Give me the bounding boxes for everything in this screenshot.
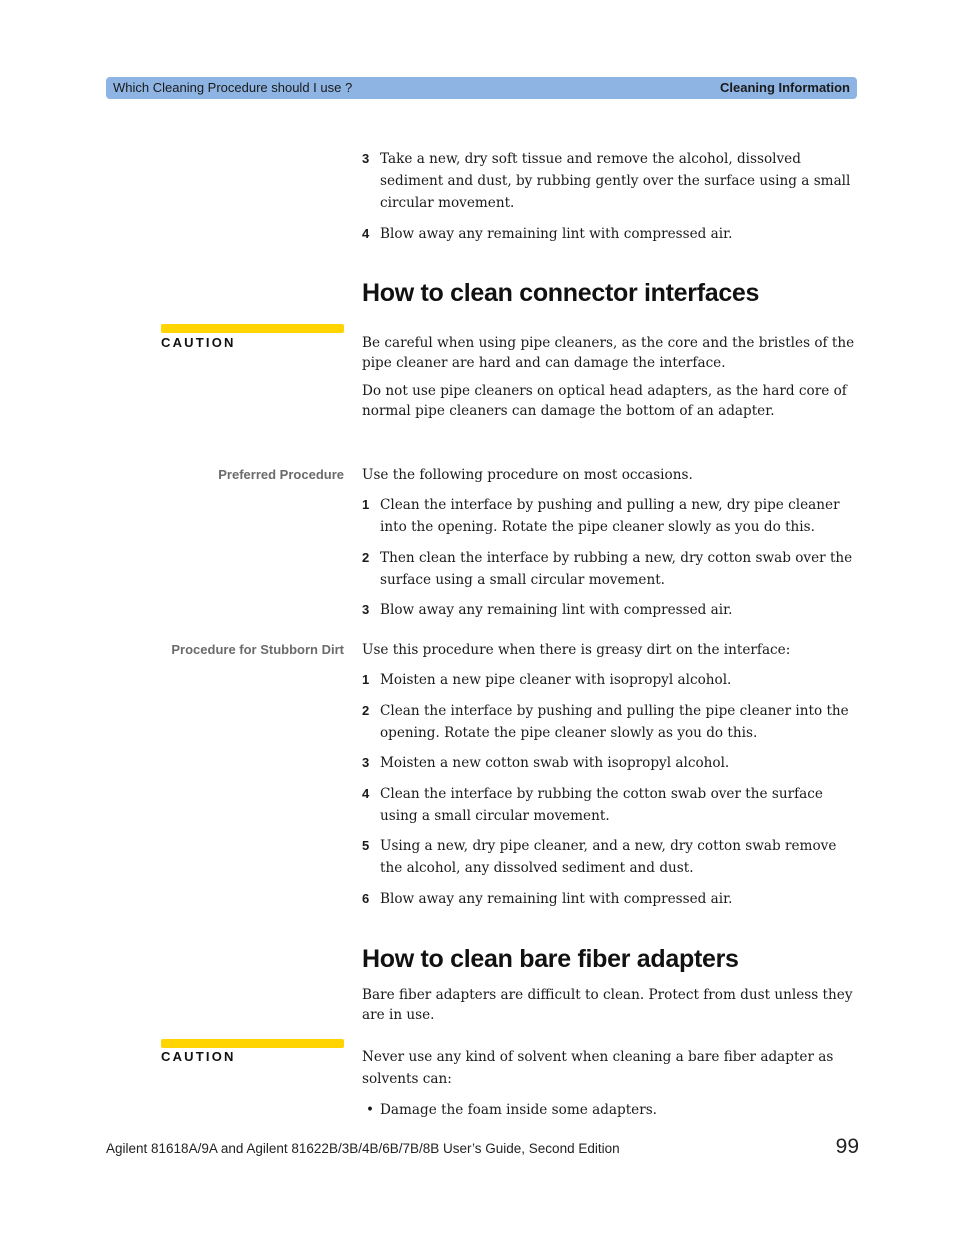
running-header (106, 77, 857, 99)
caution-paragraph: Be careful when using pipe cleaners, as the core and the bristles of the pipe cleaner are hard and can damage the interface. (362, 335, 855, 371)
side-label-preferred-procedure: Preferred Procedure (218, 467, 344, 482)
step-number: 6 (362, 891, 370, 906)
caution-paragraph: Never use any kind of solvent when cleaning a bare fiber adapter as solvents can: (362, 1049, 834, 1087)
list-item (362, 599, 857, 621)
step-number: 1 (362, 672, 370, 687)
section-heading-bare-fiber-adapters: How to clean bare fiber adapters (362, 945, 739, 973)
step-number: 2 (362, 703, 370, 718)
bullet-icon: • (366, 1102, 375, 1118)
procedure-intro: Use this procedure when there is greasy dirt on the interface: (362, 642, 791, 658)
step-text: Moisten a new cotton swab with isopropyl alcohol. (380, 755, 730, 771)
step-number: 3 (362, 151, 370, 166)
step-text: Blow away any remaining lint with compressed air. (380, 891, 733, 907)
list-item (362, 783, 857, 827)
step-text: Moisten a new pipe cleaner with isopropyl alcohol. (380, 672, 732, 688)
step-text: Take a new, dry soft tissue and remove the alcohol, dissolved sediment and dust, by rubbing gently over the surface using a small circular movement. (380, 151, 851, 211)
section-intro: Bare fiber adapters are difficult to clean. Protect from dust unless they are in use. (362, 987, 853, 1023)
footer-document-title: Agilent 81618A/9A and Agilent 81622B/3B/4B/6B/7B/8B User’s Guide, Second Edition (106, 1141, 620, 1156)
step-text: Then clean the interface by rubbing a new, dry cotton swab over the surface using a small circular movement. (380, 550, 853, 588)
page-number: 99 (835, 1135, 859, 1158)
step-text: Blow away any remaining lint with compressed air. (380, 602, 733, 618)
step-number: 4 (362, 786, 370, 801)
step-number: 2 (362, 550, 370, 565)
list-item (362, 752, 857, 774)
step-text: Clean the interface by rubbing the cotton swab over the surface using a small circular movement. (380, 786, 823, 824)
step-text: Clean the interface by pushing and pulling the pipe cleaner into the opening. Rotate the pipe cleaner slowly as you do this. (380, 703, 849, 741)
step-number: 5 (362, 838, 370, 853)
list-item (362, 888, 857, 910)
procedure-intro: Use the following procedure on most occasions. (362, 467, 693, 483)
step-number: 3 (362, 755, 370, 770)
step-number: 4 (362, 226, 370, 241)
caution-label: CAUTION (161, 1049, 236, 1064)
caution-paragraph: Do not use pipe cleaners on optical head adapters, as the hard core of normal pipe cleaners can damage the bottom of an adapter. (362, 383, 847, 419)
step-text: Clean the interface by pushing and pulling a new, dry pipe cleaner into the opening. Rotate the pipe cleaner slowly as you do this. (380, 497, 840, 535)
step-text: Using a new, dry pipe cleaner, and a new, dry cotton swab remove the alcohol, any dissolved sediment and dust. (380, 838, 837, 876)
step-number: 1 (362, 497, 370, 512)
list-item (362, 494, 857, 538)
list-item (362, 1099, 857, 1121)
list-item (362, 835, 857, 879)
bullet-text: Damage the foam inside some adapters. (380, 1102, 658, 1118)
caution-bar (161, 324, 344, 333)
header-chapter-title: Cleaning Information (720, 80, 850, 95)
section-heading-connector-interfaces: How to clean connector interfaces (362, 279, 760, 307)
list-item (362, 148, 857, 214)
caution-bar (161, 1039, 344, 1048)
side-label-stubborn-dirt: Procedure for Stubborn Dirt (171, 642, 344, 657)
step-text: Blow away any remaining lint with compressed air. (380, 226, 733, 242)
step-number: 3 (362, 602, 370, 617)
list-item (362, 547, 857, 591)
list-item (362, 669, 857, 691)
caution-label: CAUTION (161, 335, 236, 350)
list-item (362, 700, 857, 744)
header-section-title: Which Cleaning Procedure should I use ? (113, 80, 353, 95)
list-item (362, 223, 857, 245)
